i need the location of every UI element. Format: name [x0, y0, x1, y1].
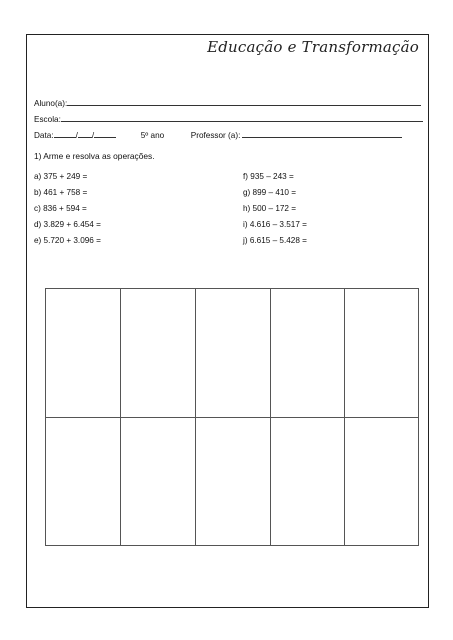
operation-a: a) 375 + 249 = [34, 172, 88, 181]
ano-label: 5º ano [140, 131, 165, 140]
operation-h: h) 500 – 172 = [243, 204, 297, 213]
operation-j: j) 6.615 – 5.428 = [243, 236, 307, 245]
operation-d: d) 3.829 + 6.454 = [34, 220, 101, 229]
data-sep2: / [91, 131, 95, 140]
data-year-line[interactable] [91, 129, 116, 140]
operation-e: e) 5.720 + 3.096 = [34, 236, 101, 245]
aluno-line[interactable] [67, 97, 421, 106]
operation-f: f) 935 – 243 = [243, 172, 294, 181]
operation-b: b) 461 + 758 = [34, 188, 88, 197]
escola-row [34, 113, 423, 124]
data-sep1: / [75, 131, 78, 140]
operation-g: g) 899 – 410 = [243, 188, 297, 197]
answer-grid [45, 288, 419, 546]
professor-label: Professor (a): [190, 131, 241, 140]
aluno-label: Aluno(a): [34, 99, 68, 108]
escola-line[interactable] [61, 113, 423, 122]
question-text: 1) Arme e resolva as operações. [34, 151, 155, 161]
brand-title: Educação e Transformação [207, 38, 419, 56]
data-row [34, 129, 402, 140]
operation-i: i) 4.616 – 3.517 = [243, 220, 307, 229]
professor-line[interactable] [242, 129, 402, 138]
grid-row-divider [46, 417, 418, 418]
escola-label: Escola: [34, 115, 61, 124]
operation-c: c) 836 + 594 = [34, 204, 87, 213]
aluno-row [34, 97, 421, 108]
data-day-line[interactable] [54, 129, 76, 138]
data-label: Data: [34, 131, 54, 140]
data-month-line[interactable] [75, 129, 95, 140]
